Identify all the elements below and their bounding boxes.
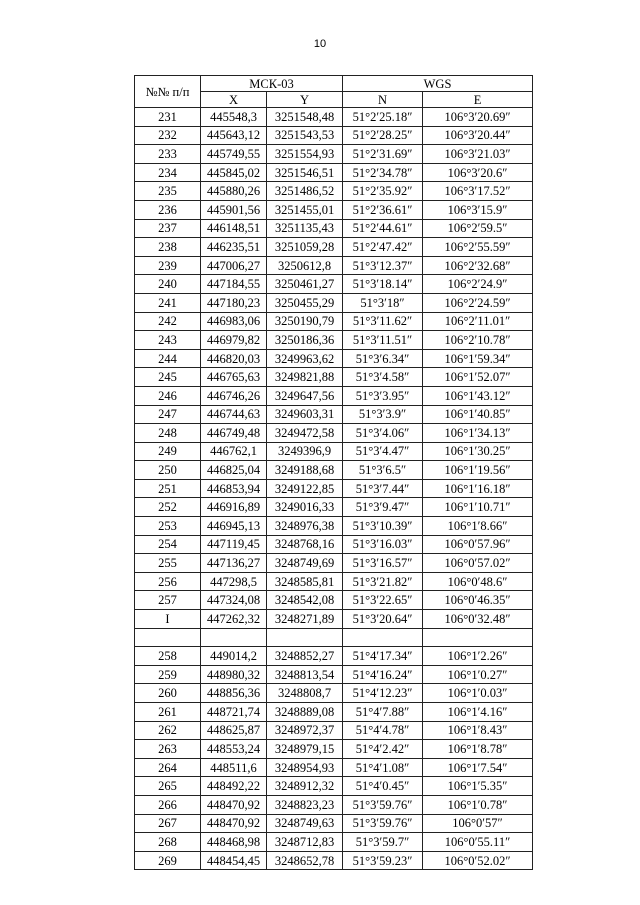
cell-n: 51°3′9.47″ — [343, 498, 423, 517]
cell-x: 448454,45 — [201, 851, 267, 870]
cell-e: 106°0′32.48″ — [423, 610, 533, 629]
cell-e: 106°3′20.6″ — [423, 163, 533, 182]
table-row — [135, 777, 533, 796]
table-row — [135, 703, 533, 722]
table-row — [135, 795, 533, 814]
cell-y — [267, 628, 343, 647]
table-header-row — [135, 76, 533, 92]
cell-y: 3250186,36 — [267, 331, 343, 350]
cell-n: 51°3′21.82″ — [343, 572, 423, 591]
table-row — [135, 591, 533, 610]
cell-number: 242 — [135, 312, 201, 331]
table-row — [135, 238, 533, 257]
table-row — [135, 219, 533, 238]
table-row — [135, 461, 533, 480]
cell-x: 447006,27 — [201, 256, 267, 275]
cell-n: 51°2′44.61″ — [343, 219, 423, 238]
table-row — [135, 572, 533, 591]
table-row — [135, 368, 533, 387]
table-row — [135, 740, 533, 759]
cell-e: 106°0′46.35″ — [423, 591, 533, 610]
cell-y: 3248823,23 — [267, 795, 343, 814]
cell-x: 447324,08 — [201, 591, 267, 610]
cell-e: 106°1′10.71″ — [423, 498, 533, 517]
cell-x: 446979,82 — [201, 331, 267, 350]
table-row — [135, 386, 533, 405]
cell-e: 106°1′4.16″ — [423, 703, 533, 722]
cell-e: 106°2′55.59″ — [423, 238, 533, 257]
cell-x: 446945,13 — [201, 517, 267, 536]
cell-x: 448511,6 — [201, 758, 267, 777]
cell-y: 3250461,27 — [267, 275, 343, 294]
cell-n: 51°2′34.78″ — [343, 163, 423, 182]
cell-number: 268 — [135, 833, 201, 852]
cell-y: 3251486,52 — [267, 182, 343, 201]
cell-number — [135, 628, 201, 647]
cell-e: 106°0′55.11″ — [423, 833, 533, 852]
cell-x: 445845,02 — [201, 163, 267, 182]
table-row — [135, 312, 533, 331]
cell-n: 51°4′0.45″ — [343, 777, 423, 796]
cell-number: I — [135, 610, 201, 629]
cell-e: 106°2′11.01″ — [423, 312, 533, 331]
cell-number: 253 — [135, 517, 201, 536]
cell-e: 106°1′19.56″ — [423, 461, 533, 480]
cell-x: 448980,32 — [201, 665, 267, 684]
cell-x: 448721,74 — [201, 703, 267, 722]
cell-number: 245 — [135, 368, 201, 387]
cell-e: 106°2′24.9″ — [423, 275, 533, 294]
cell-number: 243 — [135, 331, 201, 350]
cell-y: 3250190,79 — [267, 312, 343, 331]
table-row — [135, 758, 533, 777]
cell-number: 263 — [135, 740, 201, 759]
cell-e: 106°3′15.9″ — [423, 200, 533, 219]
cell-y: 3250612,8 — [267, 256, 343, 275]
cell-n: 51°4′2.42″ — [343, 740, 423, 759]
table-row — [135, 684, 533, 703]
cell-number: 264 — [135, 758, 201, 777]
cell-y: 3250455,29 — [267, 293, 343, 312]
cell-e: 106°1′0.27″ — [423, 665, 533, 684]
cell-number: 233 — [135, 145, 201, 164]
cell-e: 106°1′52.07″ — [423, 368, 533, 387]
cell-number: 250 — [135, 461, 201, 480]
cell-y: 3248852,27 — [267, 647, 343, 666]
cell-number: 238 — [135, 238, 201, 257]
cell-n: 51°3′59.76″ — [343, 814, 423, 833]
table-row — [135, 424, 533, 443]
cell-number: 246 — [135, 386, 201, 405]
cell-number: 247 — [135, 405, 201, 424]
coordinates-table — [134, 75, 533, 870]
cell-y: 3248768,16 — [267, 535, 343, 554]
cell-y: 3248813,54 — [267, 665, 343, 684]
cell-y: 3248976,38 — [267, 517, 343, 536]
cell-n: 51°3′11.51″ — [343, 331, 423, 350]
cell-y: 3248652,78 — [267, 851, 343, 870]
cell-e: 106°0′57″ — [423, 814, 533, 833]
cell-x: 446762,1 — [201, 442, 267, 461]
cell-x: 448625,87 — [201, 721, 267, 740]
table-row — [135, 554, 533, 573]
cell-e: 106°1′0.03″ — [423, 684, 533, 703]
table-row — [135, 182, 533, 201]
cell-y: 3251554,93 — [267, 145, 343, 164]
cell-x — [201, 628, 267, 647]
cell-n: 51°3′18.14″ — [343, 275, 423, 294]
cell-e: 106°3′20.69″ — [423, 108, 533, 127]
table-row — [135, 535, 533, 554]
cell-e: 106°1′16.18″ — [423, 479, 533, 498]
cell-y: 3248954,93 — [267, 758, 343, 777]
cell-number: 232 — [135, 126, 201, 145]
cell-number: 252 — [135, 498, 201, 517]
col-header-wgs: WGS — [343, 76, 533, 92]
cell-number: 251 — [135, 479, 201, 498]
table-row — [135, 498, 533, 517]
table-row — [135, 349, 533, 368]
cell-e: 106°2′32.68″ — [423, 256, 533, 275]
cell-n: 51°4′12.23″ — [343, 684, 423, 703]
cell-y: 3249603,31 — [267, 405, 343, 424]
cell-n: 51°4′17.34″ — [343, 647, 423, 666]
cell-n: 51°2′25.18″ — [343, 108, 423, 127]
cell-x: 446765,63 — [201, 368, 267, 387]
table-row — [135, 479, 533, 498]
cell-x: 446744,63 — [201, 405, 267, 424]
cell-n: 51°3′6.34″ — [343, 349, 423, 368]
cell-n: 51°3′6.5″ — [343, 461, 423, 480]
cell-number: 267 — [135, 814, 201, 833]
cell-y: 3248585,81 — [267, 572, 343, 591]
cell-n: 51°3′10.39″ — [343, 517, 423, 536]
cell-e: 106°3′20.44″ — [423, 126, 533, 145]
cell-y: 3249963,62 — [267, 349, 343, 368]
table-row — [135, 628, 533, 647]
table-row — [135, 833, 533, 852]
cell-y: 3248808,7 — [267, 684, 343, 703]
table-row — [135, 256, 533, 275]
cell-y: 3248979,15 — [267, 740, 343, 759]
cell-n: 51°3′4.06″ — [343, 424, 423, 443]
col-header-y: Y — [267, 92, 343, 108]
table-row — [135, 331, 533, 350]
cell-n: 51°3′16.03″ — [343, 535, 423, 554]
col-header-x: X — [201, 92, 267, 108]
col-header-e: E — [423, 92, 533, 108]
cell-n: 51°2′31.69″ — [343, 145, 423, 164]
cell-e: 106°1′8.78″ — [423, 740, 533, 759]
cell-y: 3248749,63 — [267, 814, 343, 833]
table-row — [135, 665, 533, 684]
cell-y: 3249016,33 — [267, 498, 343, 517]
table-row — [135, 721, 533, 740]
table-row — [135, 275, 533, 294]
table-row — [135, 126, 533, 145]
cell-e: 106°0′57.96″ — [423, 535, 533, 554]
cell-e: 106°3′17.52″ — [423, 182, 533, 201]
cell-y: 3249188,68 — [267, 461, 343, 480]
cell-number: 260 — [135, 684, 201, 703]
cell-n: 51°3′16.57″ — [343, 554, 423, 573]
cell-n: 51°2′28.25″ — [343, 126, 423, 145]
cell-e: 106°2′10.78″ — [423, 331, 533, 350]
cell-n: 51°3′12.37″ — [343, 256, 423, 275]
cell-number: 241 — [135, 293, 201, 312]
cell-y: 3248712,83 — [267, 833, 343, 852]
cell-x: 446983,06 — [201, 312, 267, 331]
cell-e: 106°0′48.6″ — [423, 572, 533, 591]
cell-n: 51°3′59.7″ — [343, 833, 423, 852]
cell-x: 448856,36 — [201, 684, 267, 703]
cell-x: 447136,27 — [201, 554, 267, 573]
cell-number: 254 — [135, 535, 201, 554]
cell-number: 256 — [135, 572, 201, 591]
cell-number: 239 — [135, 256, 201, 275]
table-row — [135, 200, 533, 219]
cell-number: 261 — [135, 703, 201, 722]
cell-x: 447298,5 — [201, 572, 267, 591]
cell-x: 446148,51 — [201, 219, 267, 238]
cell-x: 448492,22 — [201, 777, 267, 796]
table-row — [135, 517, 533, 536]
cell-e: 106°1′8.43″ — [423, 721, 533, 740]
cell-y: 3249396,9 — [267, 442, 343, 461]
cell-x: 447119,45 — [201, 535, 267, 554]
cell-y: 3248972,37 — [267, 721, 343, 740]
cell-n: 51°3′18″ — [343, 293, 423, 312]
cell-x: 447262,32 — [201, 610, 267, 629]
cell-number: 249 — [135, 442, 201, 461]
cell-e: 106°0′52.02″ — [423, 851, 533, 870]
cell-e: 106°1′30.25″ — [423, 442, 533, 461]
table-row — [135, 442, 533, 461]
cell-n: 51°2′36.61″ — [343, 200, 423, 219]
cell-n: 51°3′3.95″ — [343, 386, 423, 405]
cell-y: 3251455,01 — [267, 200, 343, 219]
cell-x: 445749,55 — [201, 145, 267, 164]
cell-x: 445880,26 — [201, 182, 267, 201]
cell-number: 255 — [135, 554, 201, 573]
cell-y: 3248749,69 — [267, 554, 343, 573]
cell-number: 265 — [135, 777, 201, 796]
cell-n: 51°2′35.92″ — [343, 182, 423, 201]
cell-y: 3251548,48 — [267, 108, 343, 127]
cell-y: 3248912,32 — [267, 777, 343, 796]
cell-x: 446825,04 — [201, 461, 267, 480]
cell-number: 269 — [135, 851, 201, 870]
table-row — [135, 108, 533, 127]
cell-e: 106°1′8.66″ — [423, 517, 533, 536]
cell-y: 3249122,85 — [267, 479, 343, 498]
cell-n: 51°3′20.64″ — [343, 610, 423, 629]
cell-e: 106°1′2.26″ — [423, 647, 533, 666]
cell-y: 3248271,89 — [267, 610, 343, 629]
cell-n: 51°3′4.58″ — [343, 368, 423, 387]
cell-y: 3251059,28 — [267, 238, 343, 257]
cell-y: 3251135,43 — [267, 219, 343, 238]
cell-e: 106°2′59.5″ — [423, 219, 533, 238]
cell-e: 106°0′57.02″ — [423, 554, 533, 573]
cell-n: 51°4′1.08″ — [343, 758, 423, 777]
cell-y: 3248889,08 — [267, 703, 343, 722]
cell-x: 445643,12 — [201, 126, 267, 145]
cell-e: 106°2′24.59″ — [423, 293, 533, 312]
cell-n: 51°3′22.65″ — [343, 591, 423, 610]
cell-e: 106°1′59.34″ — [423, 349, 533, 368]
cell-x: 449014,2 — [201, 647, 267, 666]
col-header-number: №№ п/п — [135, 76, 201, 108]
cell-e: 106°1′34.13″ — [423, 424, 533, 443]
cell-number: 235 — [135, 182, 201, 201]
cell-number: 257 — [135, 591, 201, 610]
cell-number: 266 — [135, 795, 201, 814]
cell-x: 445901,56 — [201, 200, 267, 219]
cell-e: 106°1′7.54″ — [423, 758, 533, 777]
cell-number: 240 — [135, 275, 201, 294]
cell-x: 446820,03 — [201, 349, 267, 368]
cell-number: 259 — [135, 665, 201, 684]
cell-number: 236 — [135, 200, 201, 219]
cell-y: 3249821,88 — [267, 368, 343, 387]
cell-number: 262 — [135, 721, 201, 740]
cell-x: 446235,51 — [201, 238, 267, 257]
cell-number: 231 — [135, 108, 201, 127]
cell-y: 3249647,56 — [267, 386, 343, 405]
cell-number: 248 — [135, 424, 201, 443]
cell-x: 448470,92 — [201, 795, 267, 814]
cell-n: 51°2′47.42″ — [343, 238, 423, 257]
table-row — [135, 610, 533, 629]
cell-n — [343, 628, 423, 647]
table-row — [135, 145, 533, 164]
table-body — [135, 108, 533, 870]
cell-x: 447184,55 — [201, 275, 267, 294]
cell-x: 448470,92 — [201, 814, 267, 833]
table-row — [135, 405, 533, 424]
page-number: 10 — [313, 38, 327, 50]
cell-x: 445548,3 — [201, 108, 267, 127]
table-row — [135, 163, 533, 182]
cell-n: 51°3′3.9″ — [343, 405, 423, 424]
cell-y: 3251546,51 — [267, 163, 343, 182]
cell-y: 3251543,53 — [267, 126, 343, 145]
cell-n: 51°4′16.24″ — [343, 665, 423, 684]
cell-e: 106°1′0.78″ — [423, 795, 533, 814]
cell-n: 51°3′59.23″ — [343, 851, 423, 870]
cell-x: 448553,24 — [201, 740, 267, 759]
table-row — [135, 851, 533, 870]
cell-e — [423, 628, 533, 647]
cell-n: 51°4′7.88″ — [343, 703, 423, 722]
cell-n: 51°3′7.44″ — [343, 479, 423, 498]
cell-y: 3248542,08 — [267, 591, 343, 610]
cell-n: 51°4′4.78″ — [343, 721, 423, 740]
cell-x: 446746,26 — [201, 386, 267, 405]
cell-x: 446749,48 — [201, 424, 267, 443]
table-row — [135, 293, 533, 312]
cell-e: 106°3′21.03″ — [423, 145, 533, 164]
col-header-n: N — [343, 92, 423, 108]
cell-number: 244 — [135, 349, 201, 368]
cell-number: 234 — [135, 163, 201, 182]
cell-number: 237 — [135, 219, 201, 238]
cell-x: 448468,98 — [201, 833, 267, 852]
cell-number: 258 — [135, 647, 201, 666]
cell-y: 3249472,58 — [267, 424, 343, 443]
cell-e: 106°1′40.85″ — [423, 405, 533, 424]
cell-n: 51°3′59.76″ — [343, 795, 423, 814]
table-row — [135, 647, 533, 666]
cell-e: 106°1′43.12″ — [423, 386, 533, 405]
cell-x: 446853,94 — [201, 479, 267, 498]
cell-e: 106°1′5.35″ — [423, 777, 533, 796]
cell-n: 51°3′11.62″ — [343, 312, 423, 331]
table-row — [135, 814, 533, 833]
cell-x: 447180,23 — [201, 293, 267, 312]
cell-x: 446916,89 — [201, 498, 267, 517]
col-header-msk03: МСК-03 — [201, 76, 343, 92]
cell-n: 51°3′4.47″ — [343, 442, 423, 461]
